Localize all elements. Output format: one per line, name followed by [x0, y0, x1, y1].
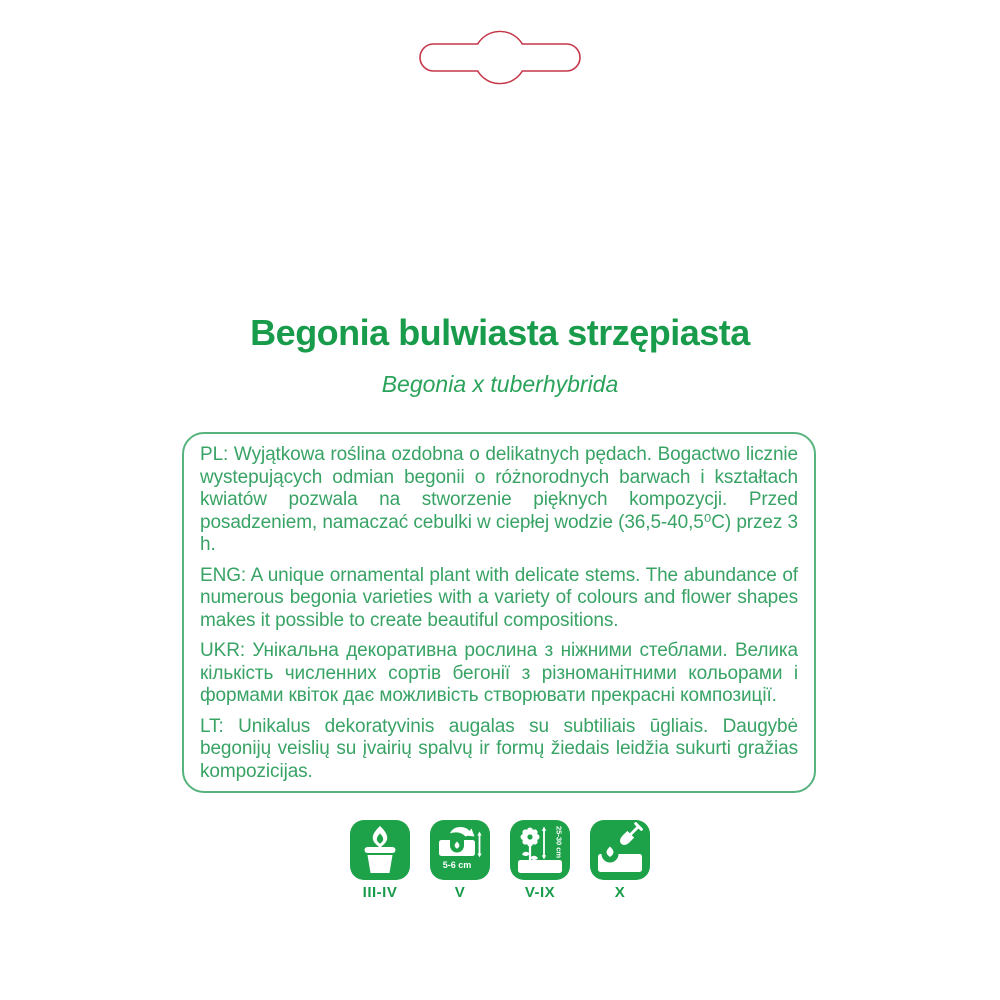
- flowering-height-icon: [510, 820, 570, 880]
- euro-hang-hole: [419, 30, 581, 88]
- description-box: [182, 432, 816, 793]
- planting-icons-row: [0, 820, 1000, 901]
- description-eng: ENG: A unique ornamental plant with delicate stems. The abundance of numerous begonia varieties with a variety of colours and flower shapes makes it possible to create beautiful compositions.: [200, 564, 798, 631]
- digup-month-label: X: [614, 884, 626, 901]
- flowering-months-label: V-IX: [524, 884, 556, 901]
- icon-block-depth: [430, 820, 490, 901]
- description-ukr: UKR: Унікальна декоративна рослина з ніжними стеблами. Велика кількість численних сортів бегонії з різноманітними кольорами і формами квіток дає можливість створювати прекрасні композиції.: [200, 640, 798, 706]
- planting-depth-value: 5-6 cm: [442, 860, 472, 870]
- dig-up-icon: [590, 820, 650, 880]
- planting-depth-icon: [430, 820, 490, 880]
- icon-block-digup: [590, 820, 650, 901]
- planting-months-label: III-IV: [362, 884, 398, 901]
- plant-title: Begonia bulwiasta strzępiasta: [250, 312, 750, 353]
- description-pl: PL: Wyjątkowa roślina ozdobna o delikatnych pędach. Bogactwo licznie wystepujących odmian begonii o różnorodnych barwach i kształtach kwiatów pozwala na stworzenie pięknych kompozycji. Przed posadzeniem, namaczać cebulki w ciepłej wodzie (36,5-40,5⁰C) przez 3 h.: [200, 444, 798, 555]
- pot-sprout-icon: [350, 820, 410, 880]
- icon-block-planting: [350, 820, 410, 901]
- planting-depth-month-label: V: [454, 884, 466, 901]
- icon-block-flowering: [510, 820, 570, 901]
- description-lt: LT: Unikalus dekoratyvinis augalas su subtiliais ūgliais. Daugybė begonijų veislių su įvairių spalvų ir formų žiedais leidžia sukurti gražias kompozicijas.: [200, 715, 798, 782]
- plant-height-value: 25-30 cm: [554, 826, 564, 859]
- plant-latin-name: Begonia x tuberhybrida: [381, 371, 619, 397]
